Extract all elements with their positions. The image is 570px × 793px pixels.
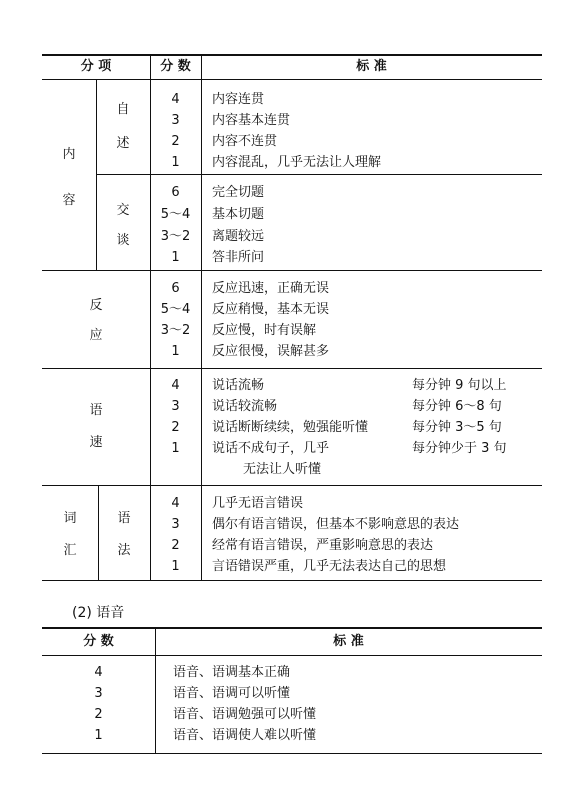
criteria-cell: 反应迅速，正确无误 bbox=[212, 281, 330, 296]
table1-rule-self-conv bbox=[96, 174, 542, 175]
table1-divider-vocab-grammar bbox=[98, 486, 99, 581]
table1-rule-content-reaction bbox=[42, 270, 542, 271]
criteria-cell: 说话不成句子，几乎 bbox=[212, 441, 330, 456]
rate-cell: 每分钟 3～5 句 bbox=[412, 420, 502, 435]
criteria-cell: 几乎无语言错误 bbox=[212, 496, 304, 511]
score-cell: 4 bbox=[171, 496, 180, 511]
criteria-cell: 言语错误严重，几乎无法表达自己的思想 bbox=[212, 559, 447, 574]
score-cell: 2 bbox=[171, 134, 180, 149]
table1-divider-score-criteria bbox=[201, 54, 202, 581]
criteria-continuation: 无法让人听懂 bbox=[243, 462, 322, 477]
score-cell: 1 bbox=[171, 344, 180, 359]
table1-bottom-rule bbox=[42, 580, 542, 581]
score-cell: 1 bbox=[171, 155, 180, 170]
rate-cell: 每分钟 6～8 句 bbox=[412, 399, 502, 414]
criteria-cell: 语音、语调勉强可以听懂 bbox=[173, 707, 317, 722]
score-cell: 1 bbox=[171, 250, 180, 265]
table2-header-rule bbox=[42, 655, 542, 656]
criteria-cell: 基本切题 bbox=[212, 207, 265, 222]
criteria-cell: 语音、语调基本正确 bbox=[173, 665, 291, 680]
header-criteria: 标 准 bbox=[356, 59, 387, 74]
score-cell: 3 bbox=[171, 113, 180, 128]
category-vocab-char-1: 词 bbox=[63, 511, 77, 526]
score-cell: 3 bbox=[171, 399, 180, 414]
score-cell: 4 bbox=[171, 92, 180, 107]
criteria-cell: 离题较远 bbox=[212, 229, 265, 244]
table1-rule-speed-vocab bbox=[42, 485, 542, 486]
score-cell: 6 bbox=[171, 185, 180, 200]
table2-header-criteria: 标 准 bbox=[333, 634, 364, 649]
table2-header-score: 分 数 bbox=[83, 634, 114, 649]
criteria-cell: 说话流畅 bbox=[212, 378, 265, 393]
table1-rule-reaction-speed bbox=[42, 368, 542, 369]
section2-title: (2) 语音 bbox=[72, 605, 125, 621]
criteria-cell: 内容混乱，几乎无法让人理解 bbox=[212, 155, 382, 170]
score-cell: 2 bbox=[171, 420, 180, 435]
criteria-cell: 内容不连贯 bbox=[212, 134, 278, 149]
criteria-cell: 说话断断续续，勉强能听懂 bbox=[212, 420, 369, 435]
score-cell: 3 bbox=[94, 686, 103, 701]
criteria-cell: 完全切题 bbox=[212, 185, 265, 200]
criteria-cell: 语音、语调可以听懂 bbox=[173, 686, 291, 701]
table1-top-rule bbox=[42, 54, 542, 56]
score-cell: 1 bbox=[171, 441, 180, 456]
score-cell: 3～2 bbox=[160, 323, 191, 338]
criteria-cell: 说话较流畅 bbox=[212, 399, 278, 414]
sub-conv-char-1: 交 bbox=[116, 203, 130, 218]
sub-self-char-2: 述 bbox=[116, 136, 130, 151]
category-vocab-char-2: 汇 bbox=[63, 543, 77, 558]
criteria-cell: 内容基本连贯 bbox=[212, 113, 291, 128]
score-cell: 4 bbox=[94, 665, 103, 680]
criteria-cell: 反应稍慢，基本无误 bbox=[212, 302, 330, 317]
score-cell: 1 bbox=[94, 728, 103, 743]
category-content-char-1: 内 bbox=[62, 147, 76, 162]
score-cell: 5～4 bbox=[160, 207, 191, 222]
sub-conv-char-2: 谈 bbox=[116, 233, 130, 248]
category-grammar-char-1: 语 bbox=[117, 511, 131, 526]
category-speed-char-2: 速 bbox=[89, 435, 103, 450]
score-cell: 3～2 bbox=[160, 229, 191, 244]
category-reaction-char-1: 反 bbox=[89, 298, 103, 313]
criteria-cell: 经常有语言错误，严重影响意思的表达 bbox=[212, 538, 434, 553]
score-cell: 6 bbox=[171, 281, 180, 296]
table2-top-rule bbox=[42, 627, 542, 629]
rate-cell: 每分钟少于 3 句 bbox=[412, 441, 507, 456]
score-cell: 3 bbox=[171, 517, 180, 532]
table2-bottom-rule bbox=[42, 753, 542, 754]
score-cell: 4 bbox=[171, 378, 180, 393]
score-cell: 1 bbox=[171, 559, 180, 574]
criteria-cell: 反应慢，时有误解 bbox=[212, 323, 317, 338]
criteria-cell: 内容连贯 bbox=[212, 92, 265, 107]
category-grammar-char-2: 法 bbox=[117, 543, 131, 558]
sub-self-char-1: 自 bbox=[116, 102, 130, 117]
header-score: 分 数 bbox=[160, 59, 191, 74]
score-cell: 2 bbox=[94, 707, 103, 722]
category-speed-char-1: 语 bbox=[89, 403, 103, 418]
criteria-cell: 偶尔有语言错误，但基本不影响意思的表达 bbox=[212, 517, 460, 532]
score-cell: 5～4 bbox=[160, 302, 191, 317]
header-item: 分 项 bbox=[80, 59, 112, 74]
rate-cell: 每分钟 9 句以上 bbox=[412, 378, 507, 393]
criteria-cell: 反应很慢，误解甚多 bbox=[212, 344, 330, 359]
category-content-char-2: 容 bbox=[62, 193, 76, 208]
score-cell: 2 bbox=[171, 538, 180, 553]
criteria-cell: 语音、语调使人难以听懂 bbox=[173, 728, 317, 743]
criteria-cell: 答非所问 bbox=[212, 250, 265, 265]
table1-header-rule bbox=[42, 79, 542, 80]
category-reaction-char-2: 应 bbox=[89, 328, 103, 343]
